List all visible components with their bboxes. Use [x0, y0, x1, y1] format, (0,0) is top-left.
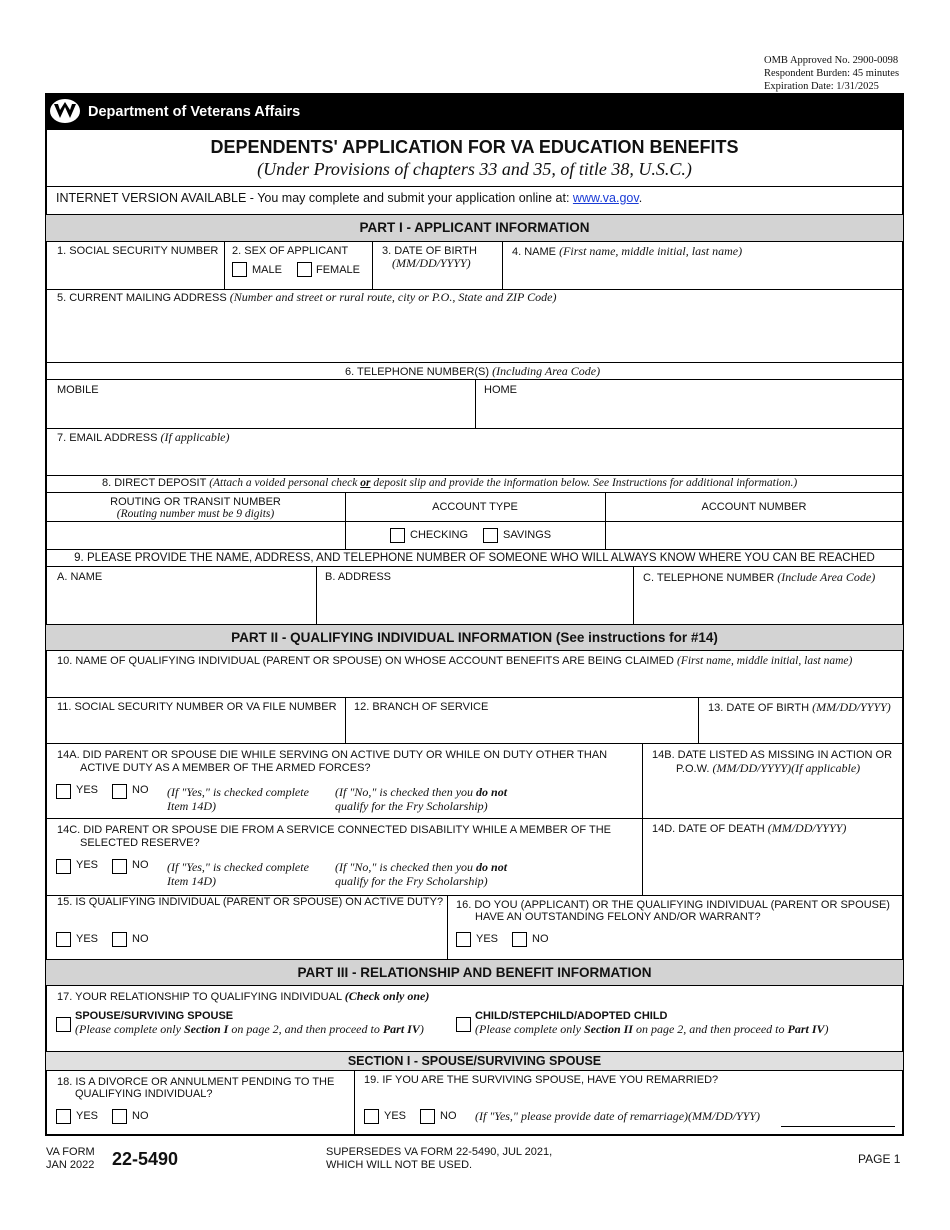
va-seal-icon — [49, 98, 81, 124]
female-label: FEMALE — [316, 264, 361, 276]
child-label: CHILD/STEPCHILD/ADOPTED CHILD — [475, 1010, 668, 1022]
omb-expiration: Expiration Date: 1/31/2025 — [764, 81, 879, 92]
divider — [46, 697, 903, 698]
child-note-d: Part IV — [787, 1022, 825, 1036]
spouse-note-e: ) — [419, 1022, 424, 1036]
q14d-hint: (MM/DD/YYYY) — [767, 821, 847, 835]
q15-yes-checkbox[interactable] — [56, 932, 71, 947]
divider — [46, 549, 903, 550]
q14a-no-label: NO — [132, 784, 149, 796]
deposit-hint-a: (Attach a voided personal check — [209, 477, 361, 489]
q18-line1: 18. IS A DIVORCE OR ANNULMENT PENDING TO THE — [57, 1076, 335, 1088]
q14c-no-note-1b: do not — [476, 860, 508, 874]
q18-yes-checkbox[interactable] — [56, 1109, 71, 1124]
divider — [354, 1071, 355, 1135]
q15-label: 15. IS QUALIFYING INDIVIDUAL (PARENT OR SPOUSE) ON ACTIVE DUTY? — [57, 896, 444, 908]
divider — [224, 242, 225, 289]
savings-checkbox[interactable] — [483, 528, 498, 543]
omb-approved: OMB Approved No. 2900-0098 — [764, 55, 899, 66]
q18-line2: QUALIFYING INDIVIDUAL? — [75, 1088, 213, 1100]
sex-label: 2. SEX OF APPLICANT — [232, 245, 349, 257]
phone-label-text: 6. TELEPHONE NUMBER(S) — [345, 366, 490, 378]
q16-no-label: NO — [532, 933, 549, 945]
internet-text: INTERNET VERSION AVAILABLE - You may complete and submit your application online at: — [56, 191, 573, 205]
part1-heading: PART I - APPLICANT INFORMATION — [46, 214, 903, 242]
divider — [316, 566, 317, 624]
female-checkbox[interactable] — [297, 262, 312, 277]
child-note-e: ) — [824, 1022, 829, 1036]
q19-note: (If "Yes," please provide date of remarriage)(MM/DD/YYY) — [475, 1109, 761, 1123]
part2-heading: PART II - QUALIFYING INDIVIDUAL INFORMATION (See instructions for #14) — [46, 624, 903, 651]
spouse-note-b: Section I — [183, 1022, 229, 1036]
q15-no-label: NO — [132, 933, 149, 945]
q14c-no-note-2: qualify for the Fry Scholarship) — [335, 874, 488, 888]
q14d-label-text: 14D. DATE OF DEATH — [652, 823, 765, 835]
name-hint: (First name, middle initial, last name) — [559, 244, 743, 258]
spouse-note-c: on page 2, and then proceed to — [228, 1022, 383, 1036]
q16-no-checkbox[interactable] — [512, 932, 527, 947]
q18-no-checkbox[interactable] — [112, 1109, 127, 1124]
deposit-label — [102, 477, 797, 490]
q13-label-text: 13. DATE OF BIRTH — [708, 702, 810, 714]
q18-no-label: NO — [132, 1110, 149, 1122]
savings-label: SAVINGS — [503, 529, 552, 541]
q19-no-label: NO — [440, 1110, 457, 1122]
q16-yes-label: YES — [476, 933, 499, 945]
divider — [46, 492, 903, 493]
account-type-label: ACCOUNT TYPE — [432, 501, 518, 513]
child-note-a: (Please complete only — [475, 1022, 584, 1036]
q19-yes-label: YES — [384, 1110, 407, 1122]
q14c-yes-note-2: Item 14D) — [167, 874, 216, 888]
contact-name-label: A. NAME — [57, 571, 103, 583]
q10-label-text: 10. NAME OF QUALIFYING INDIVIDUAL (PARENT OR SPOUSE) ON WHOSE ACCOUNT BENEFITS ARE BEING CLAIMED — [57, 655, 674, 667]
dob-label: 3. DATE OF BIRTH — [382, 245, 477, 257]
q14c-line1: 14C. DID PARENT OR SPOUSE DIE FROM A SERVICE CONNECTED DISABILITY WHILE A MEMBER OF THE — [57, 824, 611, 836]
spouse-note — [75, 1023, 424, 1036]
q16-line1: 16. DO YOU (APPLICANT) OR THE QUALIFYING INDIVIDUAL (PARENT OR SPOUSE) — [456, 899, 890, 911]
internet-notice — [56, 192, 642, 205]
mobile-label: MOBILE — [57, 384, 99, 396]
q15-no-checkbox[interactable] — [112, 932, 127, 947]
part3-heading: PART III - RELATIONSHIP AND BENEFIT INFORMATION — [46, 959, 903, 986]
form-subtitle: (Under Provisions of chapters 33 and 35, of title 38, U.S.C.) — [257, 159, 692, 179]
va-gov-link[interactable]: www.va.gov — [572, 191, 639, 205]
divider — [475, 379, 476, 428]
contact-label: 9. PLEASE PROVIDE THE NAME, ADDRESS, AND TELEPHONE NUMBER OF SOMEONE WHO WILL ALWAYS KNOW WHERE YOU CAN BE REACHED — [74, 552, 875, 564]
q14c-no-checkbox[interactable] — [112, 859, 127, 874]
q19-yes-checkbox[interactable] — [364, 1109, 379, 1124]
divider — [698, 697, 699, 743]
q19-no-checkbox[interactable] — [420, 1109, 435, 1124]
divider — [633, 566, 634, 624]
divider — [502, 242, 503, 289]
address-label — [57, 291, 556, 305]
phone-hint: (Including Area Code) — [492, 364, 601, 378]
q10-label — [57, 655, 852, 668]
q14b-line2 — [676, 762, 860, 776]
q13-hint: (MM/DD/YYYY) — [812, 700, 891, 714]
footer-va-form: VA FORM — [46, 1146, 95, 1158]
q12-label: 12. BRANCH OF SERVICE — [354, 701, 489, 713]
male-label: MALE — [252, 264, 282, 276]
q17-hint: (Check only one) — [344, 989, 430, 1003]
divider — [46, 428, 903, 429]
remarriage-date-line[interactable] — [781, 1126, 895, 1127]
male-checkbox[interactable] — [232, 262, 247, 277]
q14c-line2: SELECTED RESERVE? — [80, 837, 200, 849]
q17-label-text: 17. YOUR RELATIONSHIP TO QUALIFYING INDIVIDUAL — [57, 991, 342, 1003]
q10-hint: (First name, middle initial, last name) — [677, 655, 853, 667]
footer-form-number: 22-5490 — [112, 1149, 179, 1169]
email-hint: (If applicable) — [160, 430, 230, 444]
footer-supersedes-1: SUPERSEDES VA FORM 22-5490, JUL 2021, — [326, 1146, 553, 1158]
routing-label: ROUTING OR TRANSIT NUMBER — [110, 496, 281, 508]
q16-yes-checkbox[interactable] — [456, 932, 471, 947]
child-note — [475, 1023, 829, 1036]
q14b-hint: (MM/DD/YYYY)(If applicable) — [712, 761, 861, 775]
contact-phone-hint: (Include Area Code) — [777, 570, 876, 584]
q18-yes-label: YES — [76, 1110, 99, 1122]
divider — [46, 521, 903, 522]
name-label-text: 4. NAME — [512, 246, 557, 258]
spouse-label: SPOUSE/SURVIVING SPOUSE — [75, 1010, 234, 1022]
q14a-no-note-1 — [335, 786, 507, 799]
checking-checkbox[interactable] — [390, 528, 405, 543]
checking-label: CHECKING — [410, 529, 469, 541]
routing-hint: (Routing number must be 9 digits) — [116, 508, 275, 520]
email-label — [57, 431, 230, 445]
divider — [46, 475, 903, 476]
divider — [46, 743, 903, 744]
q14a-no-note-2: qualify for the Fry Scholarship) — [335, 799, 488, 813]
q14a-no-checkbox[interactable] — [112, 784, 127, 799]
q14d-label — [652, 822, 846, 836]
dob-hint: (MM/DD/YYYY) — [392, 256, 471, 270]
divider — [46, 818, 903, 819]
home-label: HOME — [484, 384, 517, 396]
q14a-line2: ACTIVE DUTY AS A MEMBER OF THE ARMED FORCES? — [80, 762, 371, 774]
q11-label: 11. SOCIAL SECURITY NUMBER OR VA FILE NUMBER — [57, 701, 337, 713]
divider — [46, 186, 903, 187]
spouse-checkbox[interactable] — [56, 1017, 71, 1032]
omb-burden: Respondent Burden: 45 minutes — [764, 68, 900, 79]
q14b-line2-text: P.O.W. — [676, 763, 710, 775]
divider — [46, 566, 903, 567]
deposit-hint-b: deposit slip and provide the information below. See Instructions for additional information.) — [370, 477, 798, 489]
contact-address-label: B. ADDRESS — [325, 571, 392, 583]
name-label — [512, 245, 742, 259]
footer-supersedes-2: WHICH WILL NOT BE USED. — [326, 1159, 473, 1171]
email-label-text: 7. EMAIL ADDRESS — [57, 432, 158, 444]
phone-label — [345, 365, 600, 379]
q14a-yes-note-1: (If "Yes," is checked complete — [167, 785, 309, 799]
q14a-line1: 14A. DID PARENT OR SPOUSE DIE WHILE SERVING ON ACTIVE DUTY OR WHILE ON DUTY OTHER THAN — [57, 749, 608, 761]
department-name: Department of Veterans Affairs — [88, 104, 301, 120]
deposit-hint-or: or — [360, 477, 371, 489]
q14a-yes-checkbox[interactable] — [56, 784, 71, 799]
form-title: DEPENDENTS' APPLICATION FOR VA EDUCATION BENEFITS — [210, 137, 739, 157]
spouse-note-a: (Please complete only — [75, 1022, 184, 1036]
q17-label — [57, 990, 429, 1004]
footer-date: JAN 2022 — [46, 1159, 95, 1171]
divider — [345, 697, 346, 743]
q14c-no-label: NO — [132, 859, 149, 871]
q14a-no-note-1a: (If "No," is checked then you — [335, 785, 477, 799]
contact-phone-label — [643, 571, 875, 585]
q14c-yes-label: YES — [76, 859, 99, 871]
q13-label — [708, 701, 891, 715]
q14a-yes-note-2: Item 14D) — [167, 799, 216, 813]
divider — [372, 242, 373, 289]
footer-page: PAGE 1 — [858, 1152, 901, 1166]
section1-heading: SECTION I - SPOUSE/SURVIVING SPOUSE — [46, 1051, 903, 1071]
divider — [642, 743, 643, 895]
q14c-no-note-1 — [335, 861, 507, 874]
q14c-yes-checkbox[interactable] — [56, 859, 71, 874]
q19-label: 19. IF YOU ARE THE SURVIVING SPOUSE, HAVE YOU REMARRIED? — [364, 1074, 719, 1086]
q14c-no-note-1a: (If "No," is checked then you — [335, 860, 477, 874]
child-note-b: Section II — [583, 1022, 633, 1036]
q14b-line1: 14B. DATE LISTED AS MISSING IN ACTION OR — [652, 749, 893, 761]
account-number-label: ACCOUNT NUMBER — [701, 501, 807, 513]
spouse-note-d: Part IV — [382, 1022, 420, 1036]
internet-end: . — [638, 191, 643, 205]
divider — [46, 362, 903, 363]
child-note-c: on page 2, and then proceed to — [632, 1022, 788, 1036]
child-checkbox[interactable] — [456, 1017, 471, 1032]
contact-phone-label-text: C. TELEPHONE NUMBER — [643, 572, 775, 584]
q15-yes-label: YES — [76, 933, 99, 945]
q14c-yes-note-1: (If "Yes," is checked complete — [167, 860, 309, 874]
address-hint: (Number and street or rural route, city or P.O., State and ZIP Code) — [229, 290, 557, 304]
omb-info — [764, 54, 899, 93]
divider — [447, 895, 448, 959]
address-label-text: 5. CURRENT MAILING ADDRESS — [57, 292, 227, 304]
ssn-label: 1. SOCIAL SECURITY NUMBER — [57, 245, 219, 257]
q16-line2: HAVE AN OUTSTANDING FELONY AND/OR WARRANT? — [475, 911, 761, 923]
q14a-no-note-1b: do not — [476, 785, 508, 799]
deposit-label-text: 8. DIRECT DEPOSIT — [102, 477, 207, 489]
q14a-yes-label: YES — [76, 784, 99, 796]
